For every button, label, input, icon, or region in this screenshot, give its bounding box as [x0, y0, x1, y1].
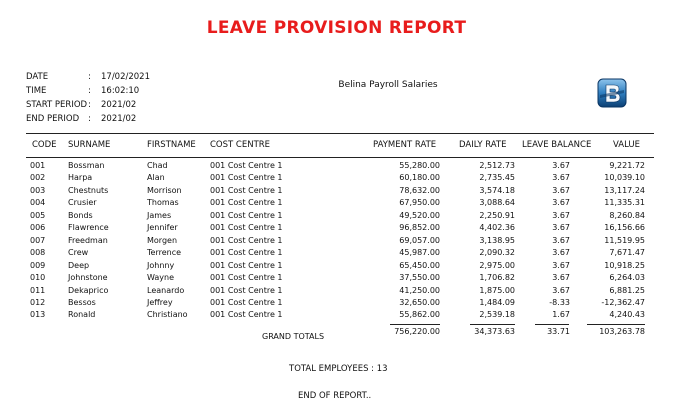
cell-code: 001: [30, 161, 46, 170]
meta-label: TIME: [26, 86, 47, 96]
cell-daily-rate: 2,539.18: [479, 310, 515, 320]
cell-daily-rate: 2,735.45: [479, 173, 515, 183]
column-header-code: CODE: [32, 140, 57, 150]
total-employees: TOTAL EMPLOYEES : 13: [289, 364, 388, 374]
cell-code: 010: [30, 273, 46, 283]
cell-payment-rate: 96,852.00: [399, 223, 440, 233]
cell-payment-rate: 65,450.00: [399, 260, 440, 270]
cell-code: 004: [30, 198, 46, 208]
cell-daily-rate: 2,512.73: [479, 161, 515, 170]
total-daily-rate: 34,373.63: [474, 327, 515, 336]
cell-leave-balance: 3.67: [552, 260, 570, 270]
cell-firstname: Johnny: [147, 260, 175, 270]
total-rule-value: [587, 324, 645, 325]
cell-leave-balance: 3.67: [552, 161, 570, 170]
meta-value: 16:02:10: [101, 86, 140, 96]
cell-code: 006: [30, 223, 46, 233]
cell-cost-centre: 001 Cost Centre 1: [210, 248, 283, 258]
cell-payment-rate: 37,550.00: [399, 273, 440, 283]
cell-surname: Bossman: [68, 161, 105, 170]
column-header-daily-rate: DAILY RATE: [459, 140, 507, 150]
company-name: Belina Payroll Salaries: [338, 80, 438, 90]
cell-surname: Freedman: [68, 235, 108, 245]
cell-payment-rate: 67,950.00: [399, 198, 440, 208]
meta-separator: :: [88, 114, 91, 124]
meta-label: START PERIOD: [26, 100, 88, 110]
cell-code: 013: [30, 310, 46, 320]
cell-payment-rate: 32,650.00: [399, 297, 440, 307]
cell-daily-rate: 4,402.36: [479, 223, 515, 233]
total-rule-daily: [470, 324, 515, 325]
cell-value: 9,221.72: [609, 161, 645, 170]
cell-code: 003: [30, 185, 46, 195]
cell-daily-rate: 2,090.32: [479, 248, 515, 258]
cell-cost-centre: 001 Cost Centre 1: [210, 198, 283, 208]
cell-firstname: Wayne: [147, 273, 175, 283]
cell-leave-balance: 3.67: [552, 235, 570, 245]
cell-firstname: Christiano: [147, 310, 188, 320]
column-header-value: VALUE: [613, 140, 640, 150]
cell-code: 009: [30, 260, 46, 270]
cell-code: 012: [30, 297, 46, 307]
grand-totals-label: GRAND TOTALS: [262, 332, 325, 341]
cell-cost-centre: 001 Cost Centre 1: [210, 297, 283, 307]
cell-daily-rate: 1,484.09: [479, 297, 515, 307]
cell-cost-centre: 001 Cost Centre 1: [210, 223, 283, 233]
cell-surname: Dekaprico: [68, 285, 109, 295]
header-bottom-rule: [26, 157, 654, 158]
meta-value: 2021/02: [101, 114, 137, 124]
cell-firstname: Chad: [147, 161, 168, 170]
cell-value: 10,039.10: [604, 173, 645, 183]
cell-surname: Crusier: [68, 198, 97, 208]
cell-code: 011: [30, 285, 46, 295]
cell-cost-centre: 001 Cost Centre 1: [210, 310, 283, 320]
meta-separator: :: [88, 86, 91, 96]
meta-label: DATE: [26, 72, 49, 82]
cell-leave-balance: 3.67: [552, 198, 570, 208]
report-title: LEAVE PROVISION REPORT: [206, 18, 467, 38]
column-header-leave-balance: LEAVE BALANCE: [522, 140, 592, 150]
cell-firstname: Terrence: [147, 248, 182, 258]
cell-leave-balance: 1.67: [552, 310, 570, 320]
cell-leave-balance: 3.67: [552, 173, 570, 183]
cell-daily-rate: 2,975.00: [479, 260, 515, 270]
cell-value: 4,240.43: [609, 310, 645, 320]
cell-surname: Flawrence: [68, 223, 109, 233]
total-value: 103,263.78: [599, 327, 645, 336]
cell-code: 002: [30, 173, 46, 183]
cell-leave-balance: 3.67: [552, 285, 570, 295]
cell-firstname: Jeffrey: [147, 297, 173, 307]
cell-payment-rate: 45,987.00: [399, 248, 440, 258]
cell-cost-centre: 001 Cost Centre 1: [210, 161, 283, 170]
cell-value: 16,156.66: [604, 223, 645, 233]
cell-payment-rate: 78,632.00: [399, 185, 440, 195]
cell-cost-centre: 001 Cost Centre 1: [210, 235, 283, 245]
column-header-cost-centre: COST CENTRE: [210, 140, 271, 150]
cell-code: 007: [30, 235, 46, 245]
cell-code: 005: [30, 210, 46, 220]
cell-value: 13,117.24: [604, 185, 645, 195]
meta-separator: :: [88, 100, 91, 110]
cell-leave-balance: -8.33: [549, 297, 570, 307]
cell-cost-centre: 001 Cost Centre 1: [210, 173, 283, 183]
cell-value: 11,335.31: [604, 198, 645, 208]
cell-surname: Chestnuts: [68, 185, 109, 195]
cell-firstname: Morgen: [147, 235, 178, 245]
cell-daily-rate: 2,250.91: [479, 210, 515, 220]
cell-leave-balance: 3.67: [552, 210, 570, 220]
cell-firstname: Leanardo: [147, 285, 185, 295]
total-leave-balance: 33.71: [547, 327, 570, 336]
cell-payment-rate: 69,057.00: [399, 235, 440, 245]
cell-leave-balance: 3.67: [552, 273, 570, 283]
cell-code: 008: [30, 248, 46, 258]
end-of-report: END OF REPORT..: [298, 391, 372, 401]
cell-cost-centre: 001 Cost Centre 1: [210, 285, 283, 295]
cell-value: 6,264.03: [609, 273, 645, 283]
cell-value: 6,881.25: [609, 285, 645, 295]
column-header-surname: SURNAME: [68, 140, 111, 150]
header-top-rule: [26, 133, 654, 134]
cell-payment-rate: 55,862.00: [399, 310, 440, 320]
cell-surname: Harpa: [68, 173, 93, 183]
cell-value: 11,519.95: [604, 235, 645, 245]
cell-leave-balance: 3.67: [552, 248, 570, 258]
total-rule-balance: [535, 324, 569, 325]
total-payment-rate: 756,220.00: [394, 327, 440, 336]
meta-label: END PERIOD: [26, 114, 80, 124]
cell-payment-rate: 60,180.00: [399, 173, 440, 183]
cell-surname: Bessos: [68, 297, 96, 307]
cell-payment-rate: 41,250.00: [399, 285, 440, 295]
cell-value: 8,260.84: [609, 210, 645, 220]
meta-value: 17/02/2021: [101, 72, 150, 82]
cell-daily-rate: 3,088.64: [479, 198, 515, 208]
cell-daily-rate: 1,875.00: [479, 285, 515, 295]
cell-value: -12,362.47: [601, 297, 645, 307]
cell-payment-rate: 55,280.00: [399, 161, 440, 170]
column-header-payment-rate: PAYMENT RATE: [373, 140, 437, 150]
cell-value: 10,918.25: [604, 260, 645, 270]
cell-firstname: Thomas: [147, 198, 179, 208]
belina-logo-icon: [597, 78, 627, 108]
cell-leave-balance: 3.67: [552, 185, 570, 195]
column-header-firstname: FIRSTNAME: [147, 140, 196, 150]
cell-value: 7,671.47: [609, 248, 645, 258]
cell-leave-balance: 3.67: [552, 223, 570, 233]
meta-value: 2021/02: [101, 100, 137, 110]
cell-cost-centre: 001 Cost Centre 1: [210, 185, 283, 195]
cell-firstname: Morrison: [147, 185, 182, 195]
cell-surname: Johnstone: [68, 273, 108, 283]
cell-daily-rate: 1,706.82: [479, 273, 515, 283]
cell-firstname: Alan: [147, 173, 165, 183]
meta-separator: :: [88, 72, 91, 82]
cell-daily-rate: 3,574.18: [479, 185, 515, 195]
total-rule-payment: [390, 324, 440, 325]
cell-surname: Crew: [68, 248, 89, 258]
cell-surname: Bonds: [68, 210, 93, 220]
cell-cost-centre: 001 Cost Centre 1: [210, 273, 283, 283]
cell-cost-centre: 001 Cost Centre 1: [210, 210, 283, 220]
cell-daily-rate: 3,138.95: [479, 235, 515, 245]
cell-firstname: Jennifer: [147, 223, 178, 233]
cell-cost-centre: 001 Cost Centre 1: [210, 260, 283, 270]
cell-payment-rate: 49,520.00: [399, 210, 440, 220]
cell-surname: Deep: [68, 260, 90, 270]
cell-firstname: James: [147, 210, 172, 220]
cell-surname: Ronald: [68, 310, 96, 320]
